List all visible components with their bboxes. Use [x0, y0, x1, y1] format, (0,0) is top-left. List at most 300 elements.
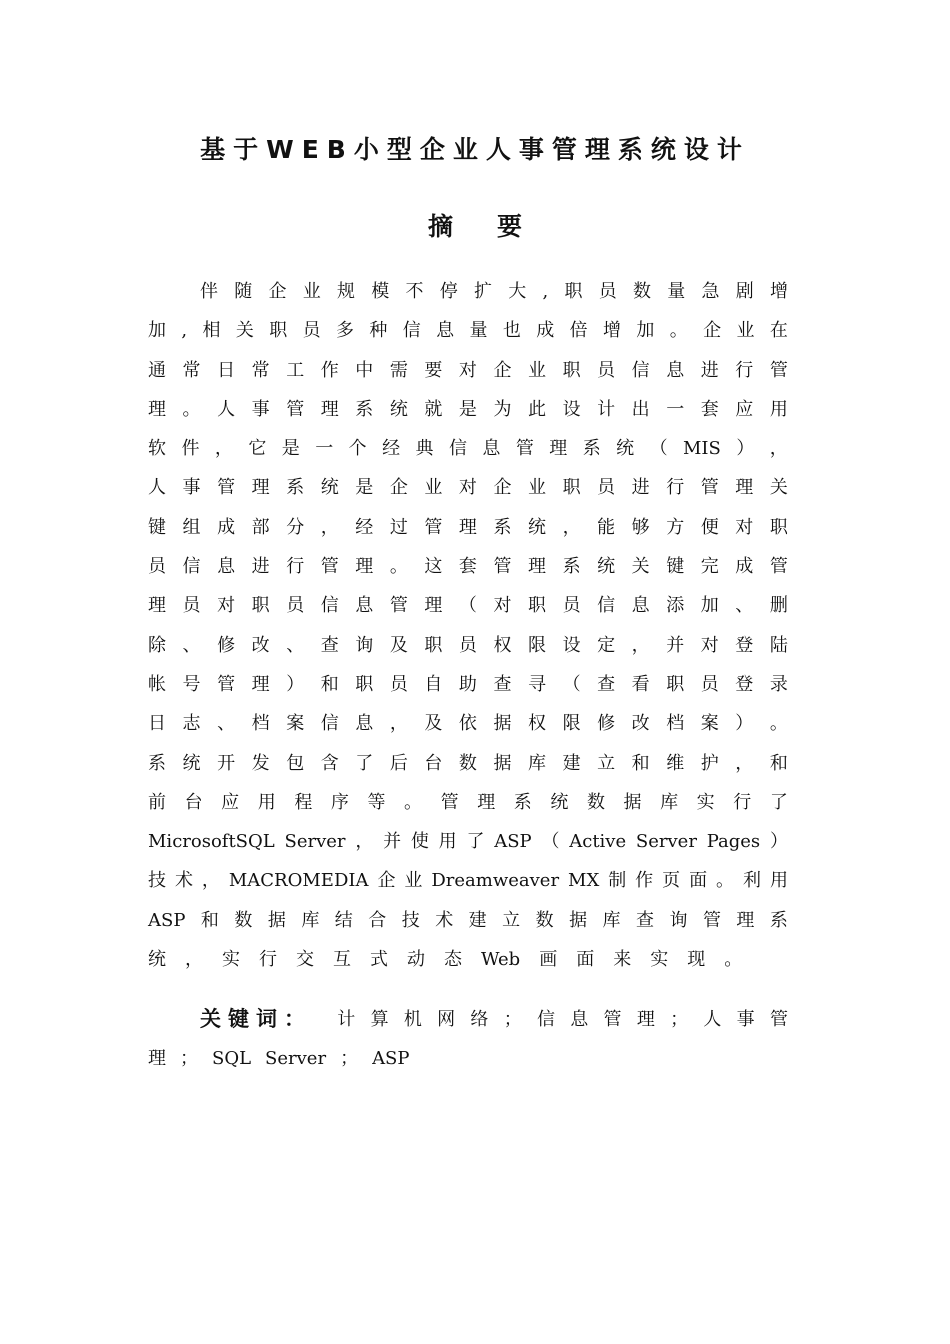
abstract-text: 管 [217, 673, 236, 695]
abstract-text: 据 [623, 791, 642, 813]
abstract-text: 职 [424, 634, 443, 656]
keywords-line [148, 1039, 788, 1078]
abstract-text: 询 [669, 909, 688, 931]
abstract-text: Active [569, 831, 627, 853]
abstract-text: 理 [355, 556, 374, 578]
abstract-text: 管 [440, 791, 459, 813]
abstract-text: 成 [217, 516, 236, 538]
abstract-text: 不 [405, 281, 424, 302]
abstract-text: 是 [355, 477, 374, 499]
abstract-text: 技 [401, 909, 420, 931]
keyword-text: 理 [636, 1009, 655, 1030]
abstract-text: 添 [666, 595, 685, 617]
abstract-text: 看 [631, 673, 650, 695]
abstract-text: 出 [631, 398, 650, 420]
abstract-text: 依 [458, 713, 477, 735]
abstract-text: MACROMEDIA [228, 870, 369, 892]
abstract-text: 登 [735, 673, 754, 695]
abstract-text: 剧 [735, 281, 754, 302]
abstract-text: 经 [382, 438, 401, 460]
abstract-text: 库 [528, 752, 547, 774]
abstract-text: 实 [222, 949, 240, 971]
abstract-line [148, 468, 788, 507]
abstract-text: 对 [458, 477, 477, 499]
abstract-text: 含 [320, 752, 339, 774]
keywords-section [148, 1000, 788, 1079]
abstract-text: Pages [706, 831, 761, 853]
abstract-text: 、 [217, 713, 236, 735]
abstract-text: 自 [424, 673, 443, 695]
abstract-text: ， [769, 438, 788, 460]
abstract-text: 关 [235, 320, 254, 342]
abstract-text: 员 [302, 320, 321, 342]
keyword-text: 机 [403, 1009, 422, 1030]
abstract-text: 量 [667, 281, 686, 302]
abstract-text: ） [735, 713, 754, 735]
abstract-text: 便 [700, 516, 719, 538]
abstract-text: 倍 [569, 320, 588, 342]
keyword-text: 管 [769, 1009, 788, 1030]
abstract-text: 计 [597, 398, 616, 420]
abstract-text: 态 [444, 949, 462, 971]
abstract-text: 行 [733, 791, 752, 813]
abstract-text: 部 [251, 516, 270, 538]
abstract-text: 库 [660, 791, 679, 813]
abstract-text: 管 [389, 595, 408, 617]
abstract-text: ， [214, 438, 233, 460]
abstract-text: 员 [597, 477, 616, 499]
abstract-text: 数 [535, 909, 554, 931]
abstract-text: 信 [597, 595, 616, 617]
abstract-text: 系 [493, 516, 512, 538]
abstract-text: 陆 [769, 634, 788, 656]
abstract-text: ， [320, 516, 339, 538]
abstract-text: 多 [335, 320, 354, 342]
abstract-text: 询 [355, 634, 374, 656]
abstract-line [148, 547, 788, 586]
abstract-text: 维 [666, 752, 685, 774]
abstract-text: 日 [148, 713, 166, 735]
abstract-text: 统 [320, 477, 339, 499]
abstract-text: 中 [355, 359, 374, 381]
abstract-text: 企 [493, 359, 512, 381]
abstract-text: 一 [315, 438, 334, 460]
abstract-text: 系 [513, 791, 532, 813]
abstract-text: 交 [296, 949, 314, 971]
abstract-text: 修 [217, 634, 236, 656]
abstract-line [148, 665, 788, 704]
abstract-text: 统 [550, 791, 569, 813]
abstract-text: 应 [221, 791, 240, 813]
abstract-text: 库 [301, 909, 320, 931]
abstract-text: 数 [632, 281, 651, 302]
abstract-text: 职 [562, 359, 581, 381]
abstract-text: 应 [735, 398, 754, 420]
abstract-text: 员 [458, 634, 477, 656]
keyword-text: ASP [372, 1048, 410, 1070]
abstract-text: ） [736, 438, 755, 460]
keywords-label: 关键词： [200, 1007, 312, 1031]
abstract-text: 。 [182, 398, 201, 420]
abstract-text: 建 [562, 752, 581, 774]
abstract-text: ， [185, 949, 203, 971]
abstract-text: 职 [564, 281, 583, 302]
abstract-line [148, 704, 788, 743]
abstract-text: 息 [482, 438, 501, 460]
abstract-text: 员 [182, 595, 201, 617]
abstract-text: Server [284, 831, 346, 853]
abstract-text: 关 [631, 556, 650, 578]
abstract-text: 息 [666, 359, 685, 381]
abstract-text: 工 [286, 359, 305, 381]
abstract-text: 业 [528, 477, 547, 499]
abstract-line [148, 429, 788, 468]
abstract-text: 使 [410, 831, 429, 853]
abstract-text: 件 [181, 438, 200, 460]
keyword-text: 计 [337, 1009, 356, 1030]
abstract-text: , [542, 281, 549, 302]
abstract-text: 删 [769, 595, 788, 617]
abstract-text: 数 [586, 791, 605, 813]
abstract-text: （ [458, 595, 477, 617]
abstract-text: （ [541, 831, 560, 853]
abstract-text: 软 [148, 438, 166, 460]
abstract-text: 和 [769, 752, 788, 774]
abstract-text: 套 [700, 398, 719, 420]
abstract-text: Web [481, 949, 521, 971]
keyword-text: ； [503, 1009, 522, 1030]
abstract-text: 通 [148, 359, 166, 381]
abstract-text: 立 [502, 909, 521, 931]
abstract-text: 伴 [200, 281, 218, 302]
keyword-text: SQL [212, 1048, 252, 1070]
abstract-text: 员 [700, 673, 719, 695]
abstract-text: 定 [597, 634, 616, 656]
abstract-text: 息 [436, 320, 455, 342]
abstract-text: 业 [424, 477, 443, 499]
abstract-text: 理 [736, 909, 755, 931]
abstract-text: ， [631, 634, 650, 656]
abstract-line [148, 508, 788, 547]
abstract-text: 修 [597, 713, 616, 735]
abstract-text: 行 [259, 949, 277, 971]
abstract-text: ） [286, 673, 305, 695]
abstract-text: 据 [569, 909, 588, 931]
abstract-text: 一 [666, 398, 685, 420]
document-title: 基于WEB小型企业人事管理系统设计 [200, 135, 750, 164]
abstract-text: 理 [251, 673, 270, 695]
abstract-text: 、 [286, 634, 305, 656]
keyword-text: Server [265, 1048, 327, 1070]
abstract-text: 职 [251, 595, 270, 617]
abstract-text: 页 [662, 870, 681, 892]
abstract-text: 也 [502, 320, 521, 342]
keyword-text: 息 [570, 1009, 589, 1030]
abstract-text: 用 [438, 831, 457, 853]
abstract-text: Dreamweaver [431, 870, 560, 892]
abstract-text: 常 [251, 359, 270, 381]
abstract-text: 管 [702, 909, 721, 931]
abstract-text: 号 [182, 673, 201, 695]
abstract-text: 统 [528, 516, 547, 538]
abstract-text: 据 [267, 909, 286, 931]
abstract-line [148, 390, 788, 429]
abstract-text: 企 [389, 477, 408, 499]
abstract-text: 开 [217, 752, 236, 774]
abstract-text: 管 [217, 477, 236, 499]
abstract-text: 用 [769, 398, 788, 420]
abstract-text: 术 [174, 870, 193, 892]
abstract-text: 模 [371, 281, 390, 302]
abstract-text: 行 [666, 477, 685, 499]
abstract-text: 息 [355, 713, 374, 735]
abstract-text: 企 [703, 320, 722, 342]
abstract-text: 进 [700, 359, 719, 381]
abstract-text: 发 [251, 752, 270, 774]
keyword-text: 络 [470, 1009, 489, 1030]
abstract-text: 权 [528, 713, 547, 735]
abstract-text: 查 [636, 909, 655, 931]
abstract-text: 量 [469, 320, 488, 342]
abstract-text: 、 [182, 634, 201, 656]
abstract-text: 规 [337, 281, 355, 302]
abstract-text: 职 [269, 320, 288, 342]
abstract-line [148, 861, 788, 900]
abstract-text: 合 [368, 909, 387, 931]
abstract-text: 作 [635, 870, 654, 892]
abstract-text: 理 [549, 438, 568, 460]
abstract-text: 键 [148, 516, 166, 538]
abstract-text: 加 [148, 320, 166, 342]
abstract-text: 是 [281, 438, 300, 460]
abstract-text: 前 [148, 791, 166, 813]
keyword-text: ； [340, 1048, 359, 1070]
abstract-text: 登 [735, 634, 754, 656]
abstract-text: MicrosoftSQL [148, 831, 275, 853]
abstract-text: MX [568, 870, 600, 892]
abstract-line [148, 940, 788, 979]
abstract-text: 管 [769, 556, 788, 578]
abstract-text: 档 [666, 713, 685, 735]
abstract-line [148, 626, 788, 665]
abstract-text: 和 [320, 673, 339, 695]
abstract-text: 管 [515, 438, 534, 460]
abstract-text: 业 [736, 320, 755, 342]
abstract-text: 随 [234, 281, 253, 302]
abstract-text: 对 [493, 595, 512, 617]
abstract-text: 统 [389, 398, 408, 420]
abstract-text: 统 [182, 752, 201, 774]
abstract-text: 方 [666, 516, 685, 538]
abstract-text: 改 [251, 634, 270, 656]
abstract-text: 它 [248, 438, 267, 460]
abstract-text: 信 [448, 438, 467, 460]
abstract-text: 实 [650, 949, 669, 971]
abstract-text: 动 [407, 949, 425, 971]
abstract-text: 查 [493, 673, 512, 695]
abstract-text: 实 [696, 791, 715, 813]
abstract-text: 成 [735, 556, 754, 578]
abstract-text: 寻 [528, 673, 547, 695]
abstract-text: 事 [182, 477, 201, 499]
abstract-text: 和 [631, 752, 650, 774]
abstract-text: 信 [320, 713, 339, 735]
abstract-text: 加 [636, 320, 655, 342]
abstract-text: 行 [735, 359, 754, 381]
abstract-text: ， [355, 831, 374, 853]
abstract-text: 员 [562, 595, 581, 617]
abstract-text: 增 [602, 320, 621, 342]
abstract-text: 行 [286, 556, 305, 578]
abstract-text: 数 [458, 752, 477, 774]
keyword-text: 事 [736, 1009, 755, 1030]
abstract-text: 在 [769, 320, 788, 342]
abstract-text: 对 [735, 516, 754, 538]
abstract-line [148, 272, 788, 311]
abstract-text: 及 [389, 634, 408, 656]
abstract-text: 理 [148, 595, 166, 617]
abstract-text: 管 [769, 359, 788, 381]
abstract-text: 管 [320, 556, 339, 578]
abstract-text: 档 [251, 713, 270, 735]
abstract-text: 制 [608, 870, 627, 892]
abstract-text: 常 [182, 359, 201, 381]
abstract-text: 作 [320, 359, 339, 381]
abstract-text: 够 [631, 516, 650, 538]
abstract-text: 人 [217, 398, 236, 420]
abstract-text: 和 [200, 909, 219, 931]
abstract-text: 要 [424, 359, 443, 381]
keyword-text: 算 [370, 1009, 389, 1030]
abstract-text: 理 [148, 398, 166, 420]
abstract-text: 。 [769, 713, 788, 735]
abstract-line [148, 586, 788, 625]
abstract-text: 案 [700, 713, 719, 735]
abstract-text: 完 [700, 556, 719, 578]
abstract-text: 术 [435, 909, 454, 931]
abstract-text: 台 [424, 752, 443, 774]
abstract-text: 停 [439, 281, 458, 302]
abstract-text: Server [635, 831, 697, 853]
abstract-text: 现 [687, 949, 706, 971]
abstract-text: 并 [666, 634, 685, 656]
abstract-text: 理 [477, 791, 496, 813]
abstract-text: MIS [683, 438, 721, 460]
abstract-text: 并 [383, 831, 402, 853]
abstract-text: 此 [528, 398, 547, 420]
abstract-text: 理 [458, 516, 477, 538]
abstract-text: 库 [602, 909, 621, 931]
abstract-text: 业 [302, 281, 321, 302]
abstract-text: 进 [631, 477, 650, 499]
abstract-text: 企 [268, 281, 287, 302]
abstract-text: （ [562, 673, 581, 695]
abstract-text: 。 [669, 320, 688, 342]
keyword-text: ； [180, 1048, 198, 1070]
abstract-text: 台 [184, 791, 203, 813]
abstract-text: 系 [769, 909, 788, 931]
abstract-line [148, 311, 788, 350]
abstract-text: 相 [202, 320, 221, 342]
abstract-text: 了 [355, 752, 374, 774]
abstract-text: 业 [404, 870, 423, 892]
abstract-text: 员 [597, 359, 616, 381]
abstract-text: 就 [424, 398, 443, 420]
abstract-text: 职 [562, 477, 581, 499]
abstract-text: 。 [404, 791, 423, 813]
abstract-text: 系 [562, 556, 581, 578]
abstract-text: 志 [182, 713, 201, 735]
abstract-text: 套 [458, 556, 477, 578]
abstract-text: 互 [333, 949, 351, 971]
abstract-text: ， [562, 516, 581, 538]
abstract-text: 式 [370, 949, 388, 971]
abstract-text: 。 [389, 556, 408, 578]
abstract-text: 人 [148, 477, 166, 499]
abstract-text: 信 [631, 359, 650, 381]
abstract-text: 包 [286, 752, 305, 774]
abstract-text: 建 [468, 909, 487, 931]
abstract-text: ASP [148, 909, 186, 931]
abstract-text: 、 [735, 595, 754, 617]
abstract-text: 企 [493, 477, 512, 499]
abstract-heading: 摘要 [427, 212, 566, 241]
keywords-line [148, 1000, 788, 1039]
abstract-text: 管 [424, 516, 443, 538]
abstract-text: 理 [320, 398, 339, 420]
keyword-text: 管 [603, 1009, 622, 1030]
abstract-text: ASP [494, 831, 532, 853]
abstract-text: 信 [320, 595, 339, 617]
abstract-text: 息 [631, 595, 650, 617]
abstract-text: 管 [493, 556, 512, 578]
abstract-text: 统 [597, 556, 616, 578]
abstract-text: 系 [148, 752, 166, 774]
abstract-text: 过 [389, 516, 408, 538]
keyword-text: 网 [437, 1009, 456, 1030]
abstract-text: 职 [528, 595, 547, 617]
abstract-text: 查 [320, 634, 339, 656]
abstract-text: 日 [217, 359, 236, 381]
abstract-text: 大 [508, 281, 527, 302]
abstract-text: 案 [286, 713, 305, 735]
abstract-body [148, 272, 788, 979]
keyword-text: 人 [703, 1009, 722, 1030]
abstract-text: 信 [402, 320, 421, 342]
abstract-text: 扩 [474, 281, 492, 302]
abstract-text: 统 [616, 438, 635, 460]
abstract-text: 分 [286, 516, 305, 538]
keyword-text: 理 [148, 1048, 166, 1070]
abstract-text: 限 [562, 713, 581, 735]
abstract-text: 统 [148, 949, 166, 971]
abstract-text: 技 [148, 870, 166, 892]
abstract-text: 系 [355, 398, 374, 420]
abstract-text: 限 [528, 634, 547, 656]
abstract-text: 对 [217, 595, 236, 617]
abstract-text: （ [649, 438, 668, 460]
abstract-text: 用 [769, 870, 788, 892]
keyword-text: 信 [536, 1009, 555, 1030]
abstract-text: 。 [724, 949, 743, 971]
abstract-text: 助 [458, 673, 477, 695]
abstract-text: 理 [251, 477, 270, 499]
abstract-line [148, 822, 788, 861]
abstract-text: 。 [716, 870, 735, 892]
abstract-text: 除 [148, 634, 166, 656]
abstract-text: 序 [330, 791, 349, 813]
abstract-text: 员 [286, 595, 305, 617]
